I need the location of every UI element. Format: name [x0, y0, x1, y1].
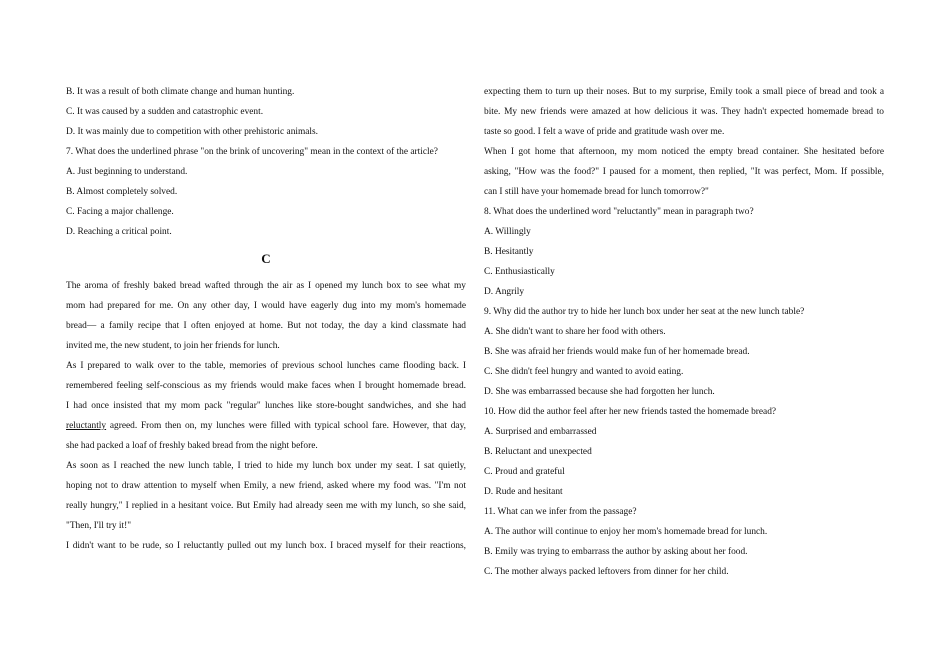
q7-option-b: B. Almost completely solved. [66, 187, 178, 197]
passage-line: As I prepared to walk over to the table, memories of previous school lunches came flooding back. I [66, 361, 466, 371]
passage-line: asking, "How was the food?" I paused for a moment, then replied, "It was perfect, Mom. If possible, [484, 167, 884, 177]
q8-option-b: B. Hesitantly [484, 247, 534, 257]
passage-line: The aroma of freshly baked bread wafted through the air as I opened my lunch box to see what my [66, 281, 466, 291]
q9-stem: 9. Why did the author try to hide her lunch box under her seat at the new lunch table? [484, 307, 805, 317]
q8-option-c: C. Enthusiastically [484, 267, 555, 277]
q6-option-c: C. It was caused by a sudden and catastrophic event. [66, 107, 264, 117]
q9-option-b: B. She was afraid her friends would make fun of her homemade bread. [484, 347, 750, 357]
underlined-word: reluctantly [66, 421, 107, 431]
passage-line: expecting them to turn up their noses. But to my surprise, Emily took a small piece of bread and took a [484, 87, 884, 97]
passage-line [66, 416, 466, 436]
q8-option-a: A. Willingly [484, 227, 531, 237]
q11-option-a: A. The author will continue to enjoy her mom's homemade bread for lunch. [484, 527, 768, 537]
q6-option-b: B. It was a result of both climate change and human hunting. [66, 87, 295, 97]
passage-line: bread— a family recipe that I often enjoyed at home. But not today, the day a kind classmate had [66, 321, 466, 331]
q10-option-d: D. Rude and hesitant [484, 487, 563, 497]
q7-option-c: C. Facing a major challenge. [66, 207, 174, 217]
left-column [66, 82, 466, 556]
q11-option-c: C. The mother always packed leftovers from dinner for her child. [484, 567, 729, 577]
passage-line: I didn't want to be rude, so I reluctantly pulled out my lunch box. I braced myself for their reactions, [66, 541, 466, 551]
passage-line: really hungry," I replied in a hesitant voice. But Emily had already seen me with my lunch, so she said, [66, 501, 466, 511]
passage-line: bite. My new friends were amazed at how delicious it was. They hadn't expected homemade bread to [484, 107, 884, 117]
q10-option-c: C. Proud and grateful [484, 467, 565, 477]
q10-option-a: A. Surprised and embarrassed [484, 427, 597, 437]
passage-line: invited me, the new student, to join her friends for lunch. [66, 341, 280, 351]
q7-option-a: A. Just beginning to understand. [66, 167, 188, 177]
q9-option-d: D. She was embarrassed because she had forgotten her lunch. [484, 387, 715, 397]
q10-stem: 10. How did the author feel after her new friends tasted the homemade bread? [484, 407, 777, 417]
passage-line: "Then, I'll try it!" [66, 521, 132, 531]
passage-line: As soon as I reached the new lunch table, I tried to hide my lunch box under my seat. I sat quietly, [66, 461, 466, 471]
q8-stem: 8. What does the underlined word "reluctantly" mean in paragraph two? [484, 207, 754, 217]
passage-line: remembered feeling self-conscious as my friends would make faces when I brought homemade bread. [66, 381, 466, 391]
passage-line: I had once insisted that my mom pack "regular" lunches like store-bought sandwiches, and she had [66, 401, 466, 411]
q11-stem: 11. What can we infer from the passage? [484, 507, 637, 517]
q10-option-b: B. Reluctant and unexpected [484, 447, 592, 457]
passage-line: hoping not to draw attention to myself when Emily, a new friend, asked where my food was. "I'm not [66, 481, 466, 491]
q7-stem: 7. What does the underlined phrase "on the brink of uncovering" mean in the context of the article? [66, 147, 438, 157]
passage-line: When I got home that afternoon, my mom noticed the empty bread container. She hesitated before [484, 147, 884, 157]
passage-line: can I still have your homemade bread for lunch tomorrow?" [484, 187, 709, 197]
section-heading: C [261, 251, 271, 266]
q9-option-a: A. She didn't want to share her food with others. [484, 327, 666, 337]
passage-line: mom had prepared for me. On any other day, I would have eagerly dug into my mom's homemade [66, 301, 466, 311]
right-column [484, 82, 884, 582]
passage-line-rest: agreed. From then on, my lunches were filled with typical school fare. However, that day, [106, 421, 466, 431]
q9-option-c: C. She didn't feel hungry and wanted to avoid eating. [484, 367, 684, 377]
q7-option-d: D. Reaching a critical point. [66, 227, 172, 237]
passage-line: taste so good. I felt a wave of pride and gratitude wash over me. [484, 127, 725, 137]
passage-line: she had packed a loaf of freshly baked bread from the night before. [66, 441, 318, 451]
q6-option-d: D. It was mainly due to competition with other prehistoric animals. [66, 127, 319, 137]
q8-option-d: D. Angrily [484, 287, 525, 297]
q11-option-b: B. Emily was trying to embarrass the author by asking about her food. [484, 547, 748, 557]
